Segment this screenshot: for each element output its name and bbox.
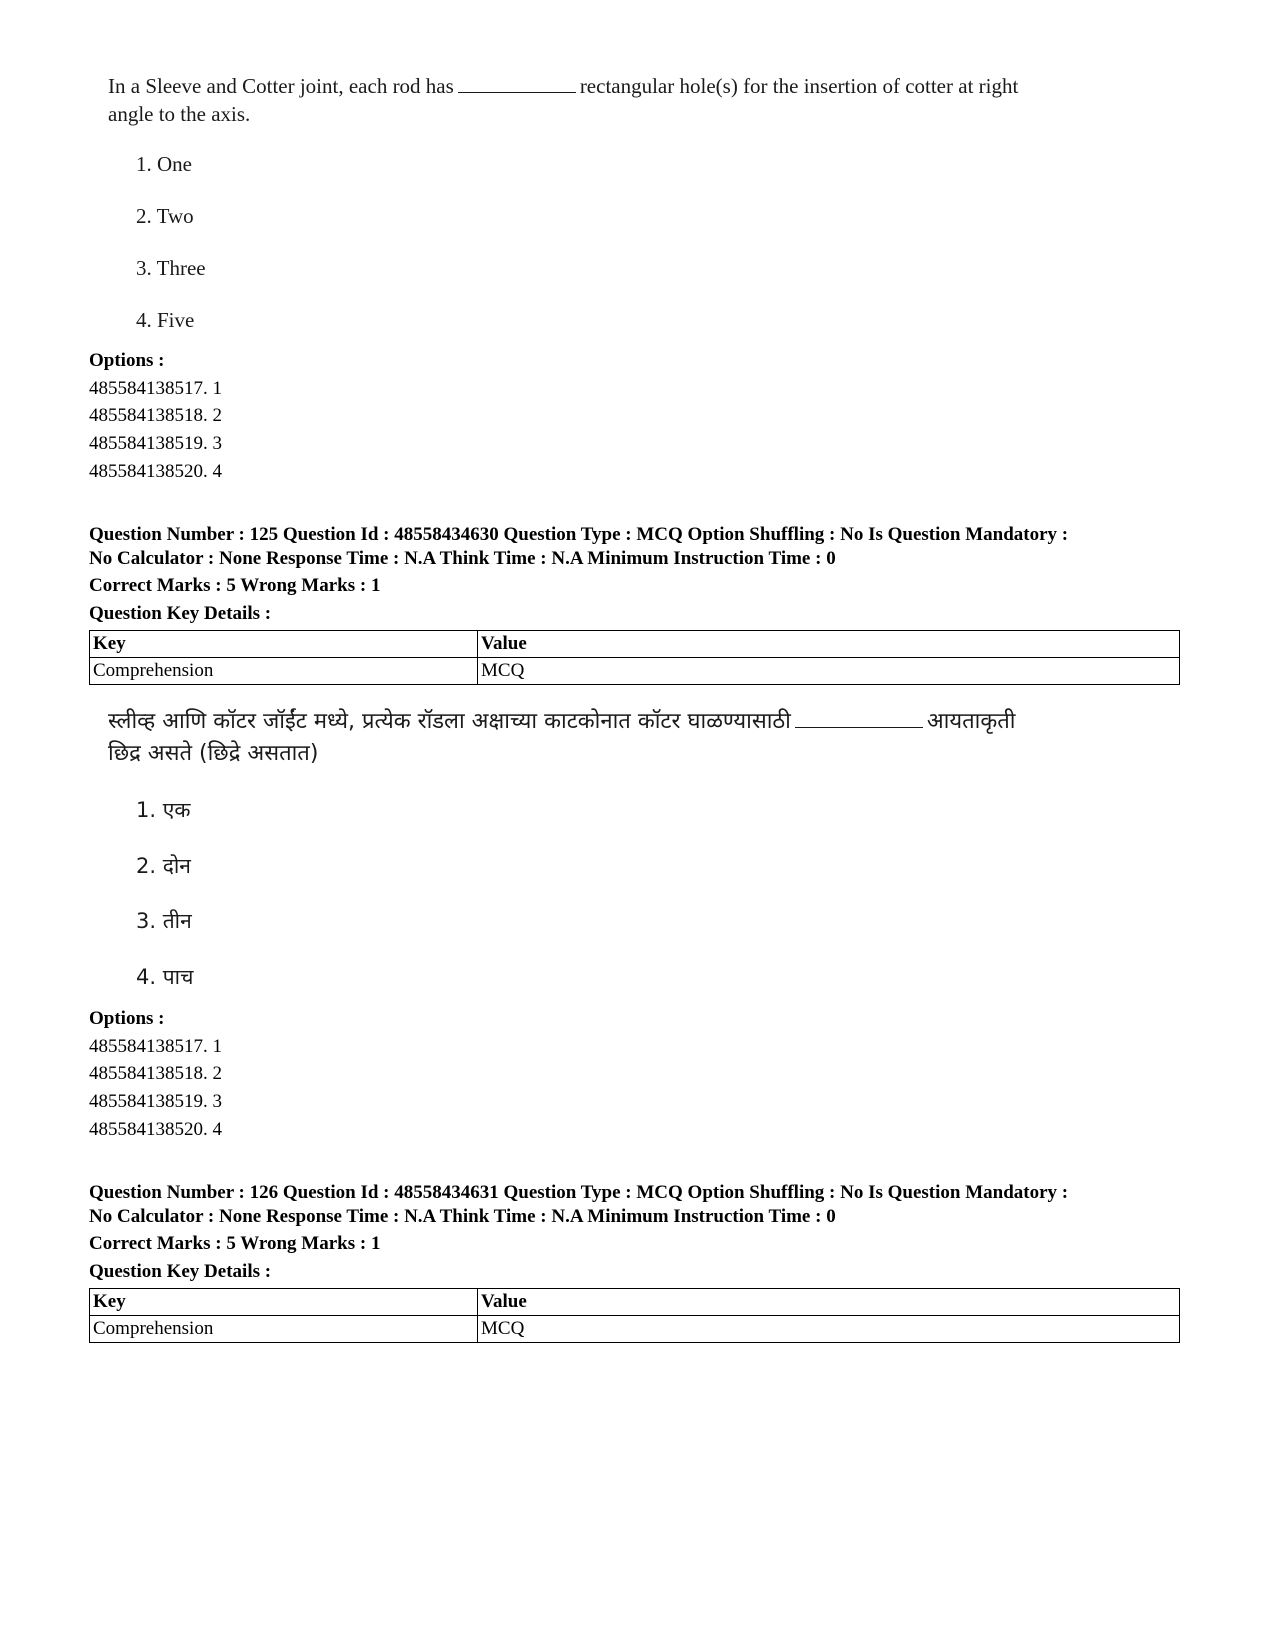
value-cell: MCQ — [478, 1316, 1180, 1343]
marks-125: Correct Marks : 5 Wrong Marks : 1 — [89, 575, 381, 596]
key-cell: Comprehension — [90, 658, 478, 685]
choice-4: 4. पाच — [136, 965, 194, 989]
question-text-part1: स्लीव्ह आणि कॉटर जॉईंट मध्ये, प्रत्येक रॉडला अक्षाच्या काटकोनात कॉटर घाळण्यासाठी — [108, 709, 791, 734]
choice-3: 3. Three — [136, 256, 206, 280]
option-2: 485584138518. 2 — [89, 1063, 222, 1084]
answer-blank — [795, 711, 923, 728]
choice-2: 2. Two — [136, 204, 194, 228]
choice-4: 4. Five — [136, 308, 195, 332]
question-text-marathi — [108, 706, 1108, 770]
value-header: Value — [478, 1289, 1180, 1316]
answer-blank — [458, 76, 576, 93]
question-meta-126 — [89, 1181, 1209, 1229]
question-text-part2: rectangular hole(s) for the insertion of cotter at right — [579, 74, 1019, 98]
key-details-label-126: Question Key Details : — [89, 1261, 272, 1282]
key-details-table-126 — [89, 1288, 1180, 1343]
key-details-table-125 — [89, 630, 1180, 685]
key-header: Key — [90, 631, 478, 658]
option-4: 485584138520. 4 — [89, 461, 222, 482]
meta-line1: Question Number : 126 Question Id : 48558434631 Question Type : MCQ Option Shuffling : No Is Question Mandatory : — [89, 1182, 1069, 1203]
choice-1: 1. एक — [136, 798, 191, 822]
marks-126: Correct Marks : 5 Wrong Marks : 1 — [89, 1233, 381, 1254]
key-header: Key — [90, 1289, 478, 1316]
table-header-row — [90, 1289, 1180, 1316]
table-row — [90, 1316, 1180, 1343]
table-header-row — [90, 631, 1180, 658]
option-3: 485584138519. 3 — [89, 1091, 222, 1112]
options-label: Options : — [89, 350, 165, 371]
choice-1: 1. One — [136, 152, 192, 176]
options-label: Options : — [89, 1008, 165, 1029]
table-row — [90, 658, 1180, 685]
question-text-part1: In a Sleeve and Cotter joint, each rod has — [108, 74, 454, 98]
question-text-part2: आयताकृती — [926, 709, 1016, 734]
value-header: Value — [478, 631, 1180, 658]
key-cell: Comprehension — [90, 1316, 478, 1343]
meta-line2: No Calculator : None Response Time : N.A Think Time : N.A Minimum Instruction Time : 0 — [89, 1206, 836, 1227]
choice-3: 3. तीन — [136, 909, 192, 933]
option-3: 485584138519. 3 — [89, 433, 222, 454]
meta-line2: No Calculator : None Response Time : N.A Think Time : N.A Minimum Instruction Time : 0 — [89, 548, 836, 569]
value-cell: MCQ — [478, 658, 1180, 685]
choice-2: 2. दोन — [136, 854, 191, 878]
question-text-english — [108, 72, 1108, 128]
meta-line1: Question Number : 125 Question Id : 48558434630 Question Type : MCQ Option Shuffling : No Is Question Mandatory : — [89, 524, 1069, 545]
question-meta-125 — [89, 523, 1209, 571]
option-2: 485584138518. 2 — [89, 405, 222, 426]
question-text-line2: छिद्र असते (छिद्रे असतात) — [108, 741, 319, 766]
option-1: 485584138517. 1 — [89, 1036, 222, 1057]
option-1: 485584138517. 1 — [89, 378, 222, 399]
key-details-label-125: Question Key Details : — [89, 603, 272, 624]
question-text-line2: angle to the axis. — [108, 102, 251, 126]
option-4: 485584138520. 4 — [89, 1119, 222, 1140]
